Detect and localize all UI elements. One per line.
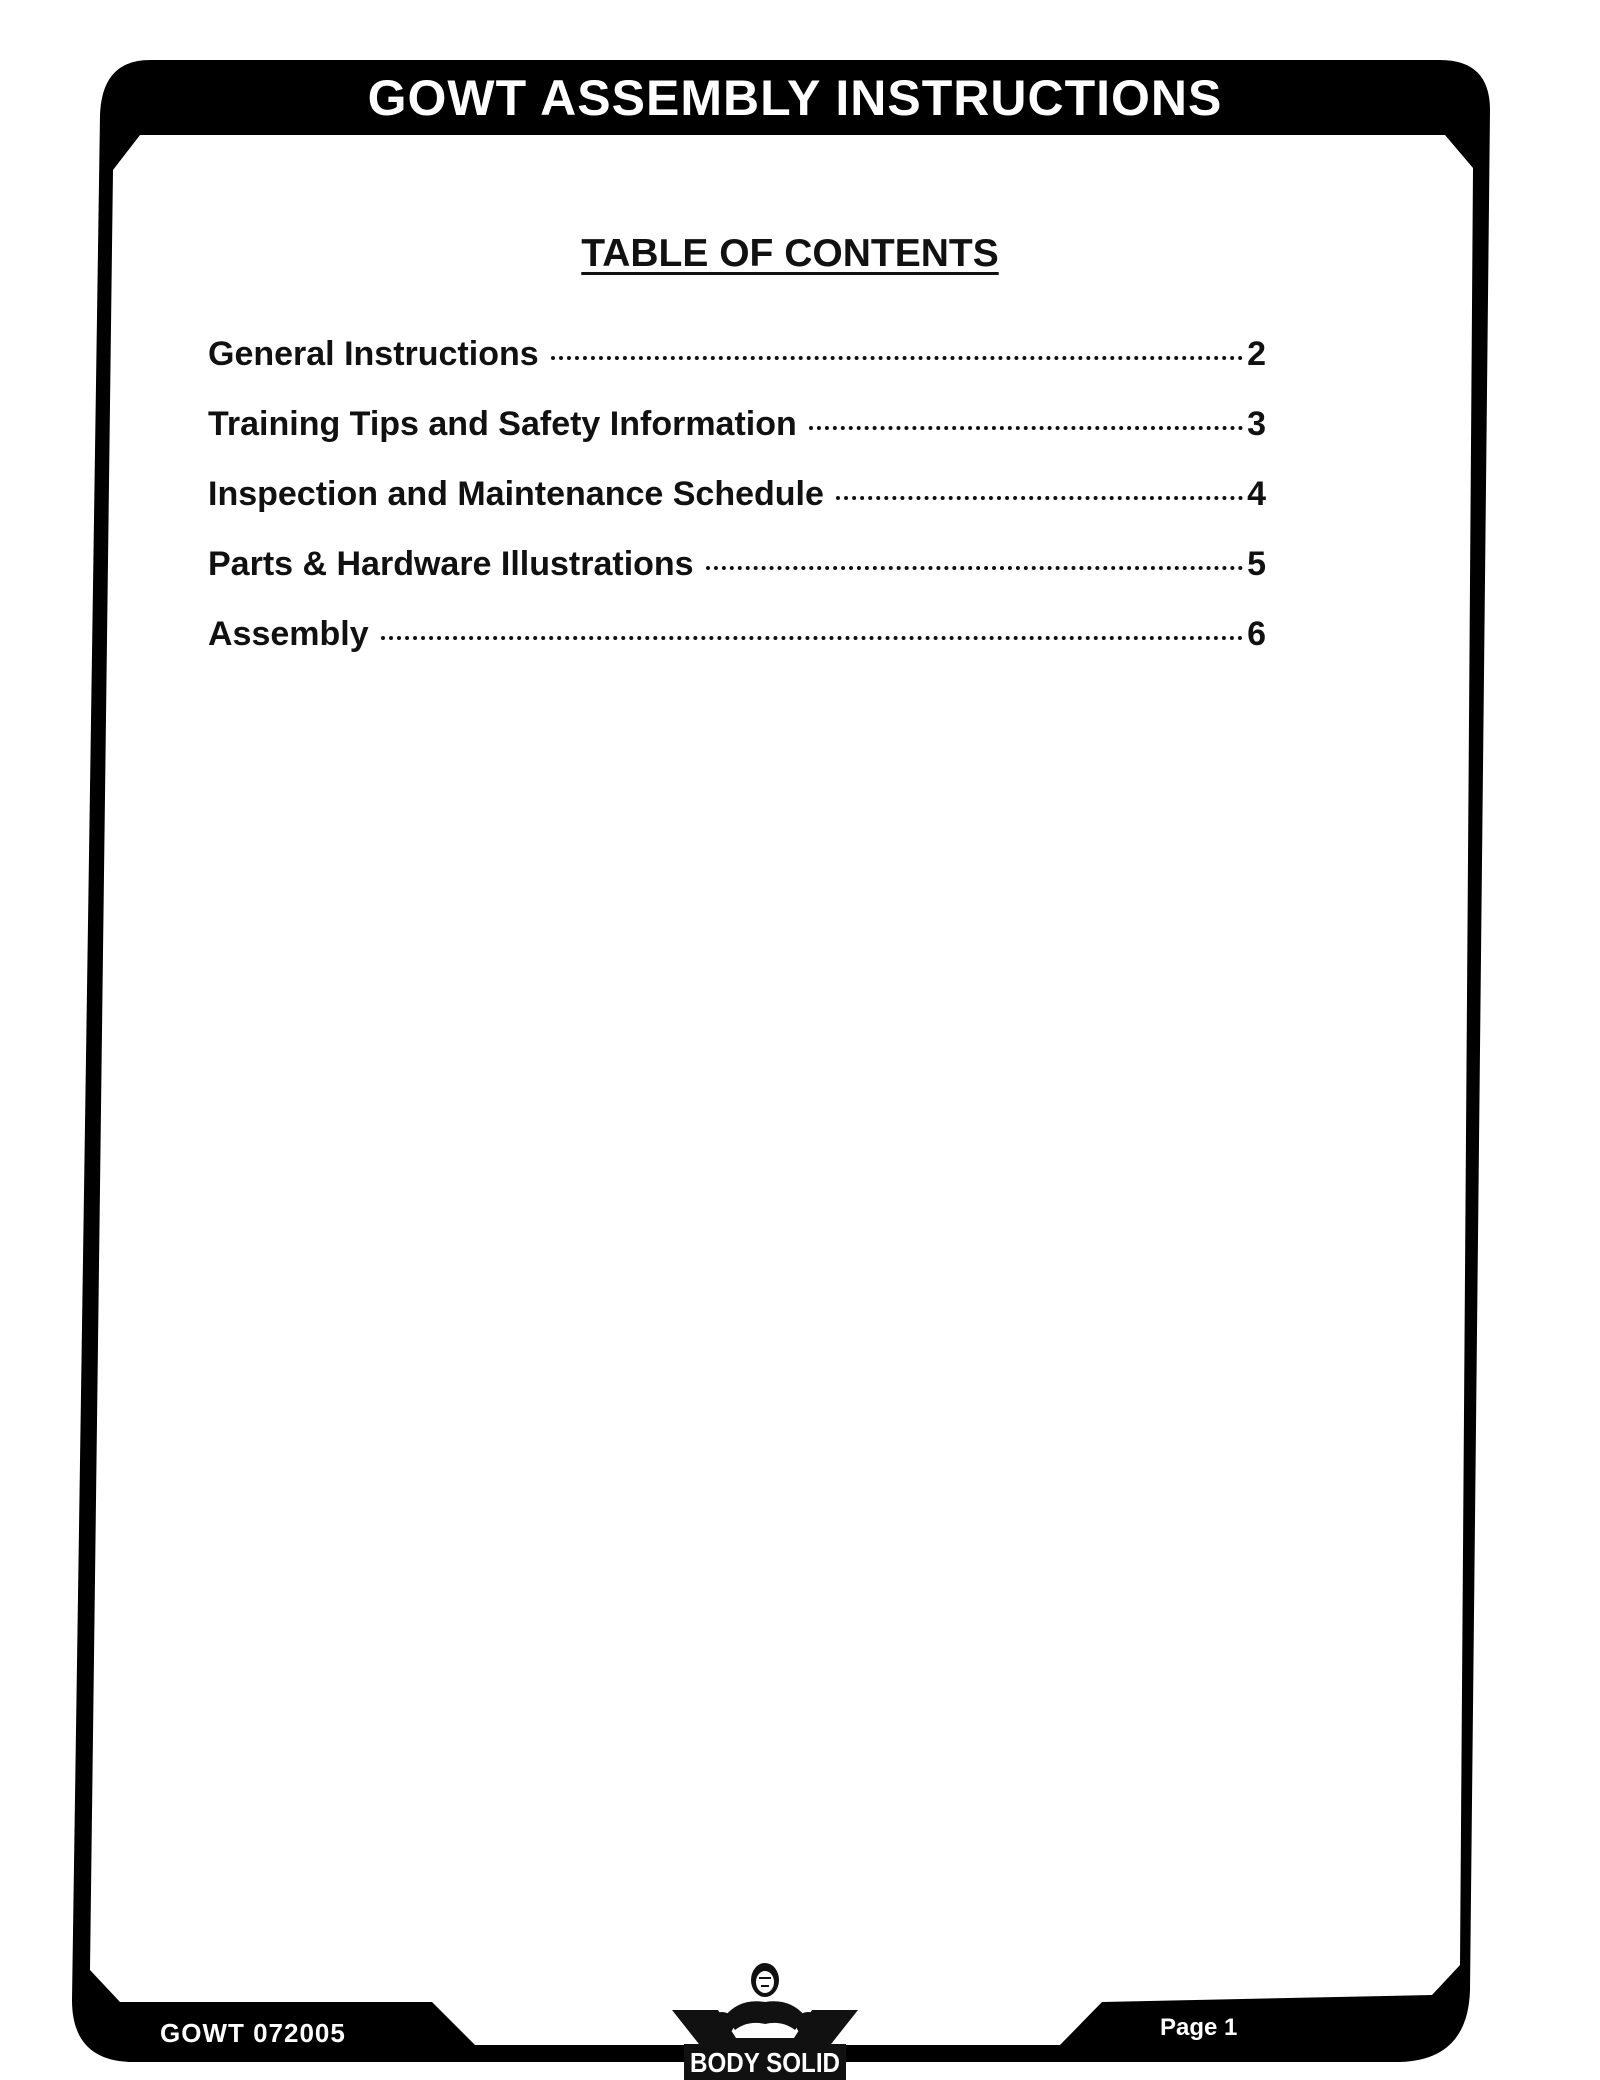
toc-entry [208, 475, 1266, 545]
toc-entry-page: 4 [1247, 475, 1266, 513]
toc-entry [208, 545, 1266, 615]
toc-entry-page: 5 [1247, 545, 1266, 583]
dot-leader [836, 496, 1243, 500]
toc-heading-text: TABLE OF CONTENTS [581, 232, 999, 275]
toc-entry-label: Assembly [208, 615, 369, 653]
dot-leader [381, 636, 1243, 640]
toc-entry-page: 2 [1247, 335, 1266, 373]
document-title: GOWT ASSEMBLY INSTRUCTIONS [367, 70, 1223, 126]
toc-entry-label: Training Tips and Safety Information [208, 405, 797, 443]
toc-heading [400, 230, 1180, 278]
toc-entry-label: Inspection and Maintenance Schedule [208, 475, 824, 513]
toc-entry-label: Parts & Hardware Illustrations [208, 545, 694, 583]
toc-entry-page: 3 [1247, 405, 1266, 443]
dot-leader [706, 566, 1243, 570]
dot-leader [809, 426, 1243, 430]
bodybuilder-logo-icon [670, 1958, 860, 2080]
toc-list [208, 335, 1266, 685]
toc-entry [208, 615, 1266, 685]
dot-leader [551, 356, 1243, 360]
logo-text: BODY SOLID [690, 2047, 840, 2078]
toc-entry-page: 6 [1247, 615, 1266, 653]
footer-page-number: Page 1 [1160, 2014, 1238, 2041]
footer-doc-code: GOWT 072005 [160, 2018, 346, 2048]
toc-entry [208, 405, 1266, 475]
toc-entry-label: General Instructions [208, 335, 539, 373]
toc-entry [208, 335, 1266, 405]
